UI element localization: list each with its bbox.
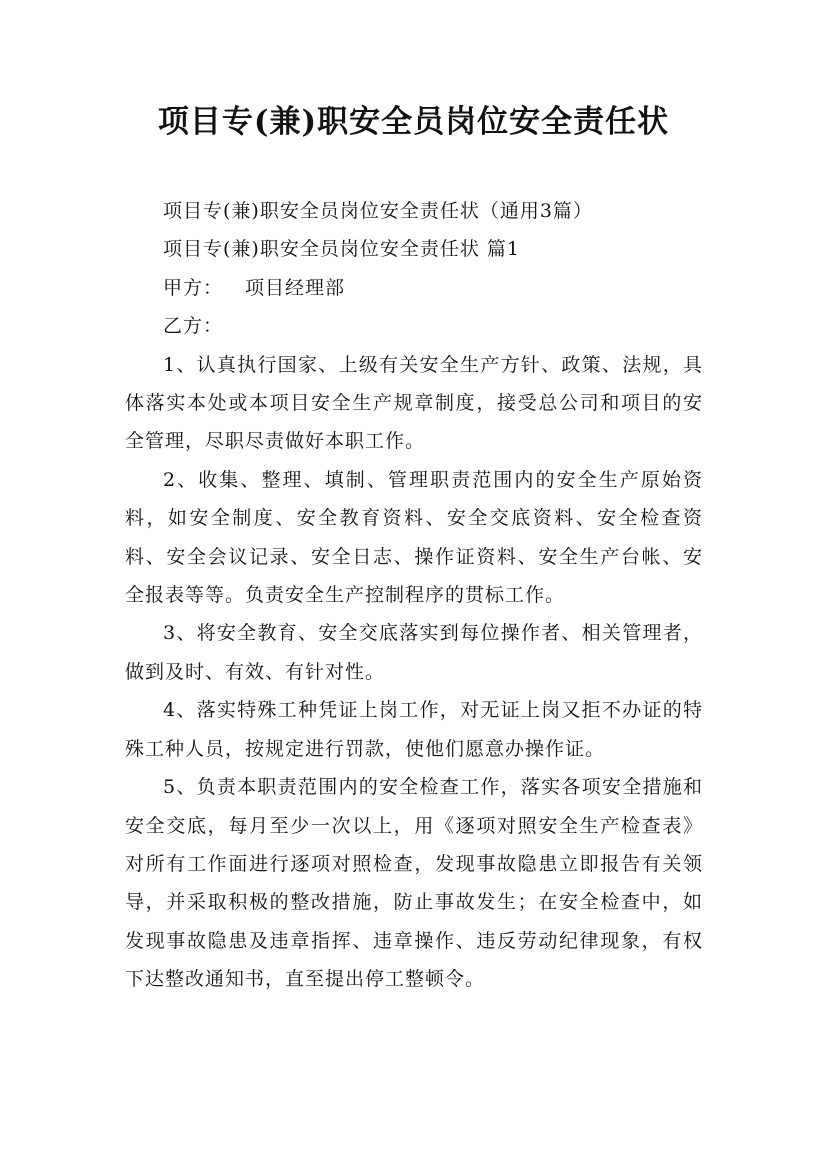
document-title: 项目专(兼)职安全员岗位安全责任状 [157,104,670,140]
party-a-value: 项目经理部 [245,276,346,299]
section-heading: 项目专(兼)职安全员岗位安全责任状 篇1 [163,238,520,261]
clause-4: 4、落实特殊工种凭证上岗工作，对无证上岗又拒不办证的特殊工种人员，按规定进行罚款，使他们愿意办操作证。 [125,699,703,760]
clause-3: 3、将安全教育、安全交底落实到每位操作者、相关管理者，做到及时、有效、有针对性。 [125,622,703,683]
clause-1: 1、认真执行国家、上级有关安全生产方针、政策、法规，具体落实本处或本项目安全生产规章制度，接受总公司和项目的安全管理，尽职尽责做好本职工作。 [125,353,703,453]
document-body [125,192,703,999]
clause-5: 5、负责本职责范围内的安全检查工作，落实各项安全措施和安全交底，每月至少一次以上，用《逐项对照安全生产检查表》对所有工作面进行逐项对照检查，发现事故隐患立即报告有关领导，并采取积极的整改措施，防止事故发生；在安全检查中，如发现事故隐患及违章指挥、违章操作、违反劳动纪律现象，有权下达整改通知书，直至提出停工整顿令。 [125,776,703,991]
clause-2: 2、收集、整理、填制、管理职责范围内的安全生产原始资料，如安全制度、安全教育资料、安全交底资料、安全检查资料、安全会议记录、安全日志、操作证资料、安全生产台帐、安全报表等等。负责安全生产控制程序的贯标工作。 [125,468,703,607]
party-b-label: 乙方： [163,315,224,338]
document-subtitle: 项目专(兼)职安全员岗位安全责任状（通用3篇） [163,200,593,222]
party-a-label: 甲方： [163,276,224,299]
party-a-line [125,269,703,307]
party-b-line [125,307,703,345]
